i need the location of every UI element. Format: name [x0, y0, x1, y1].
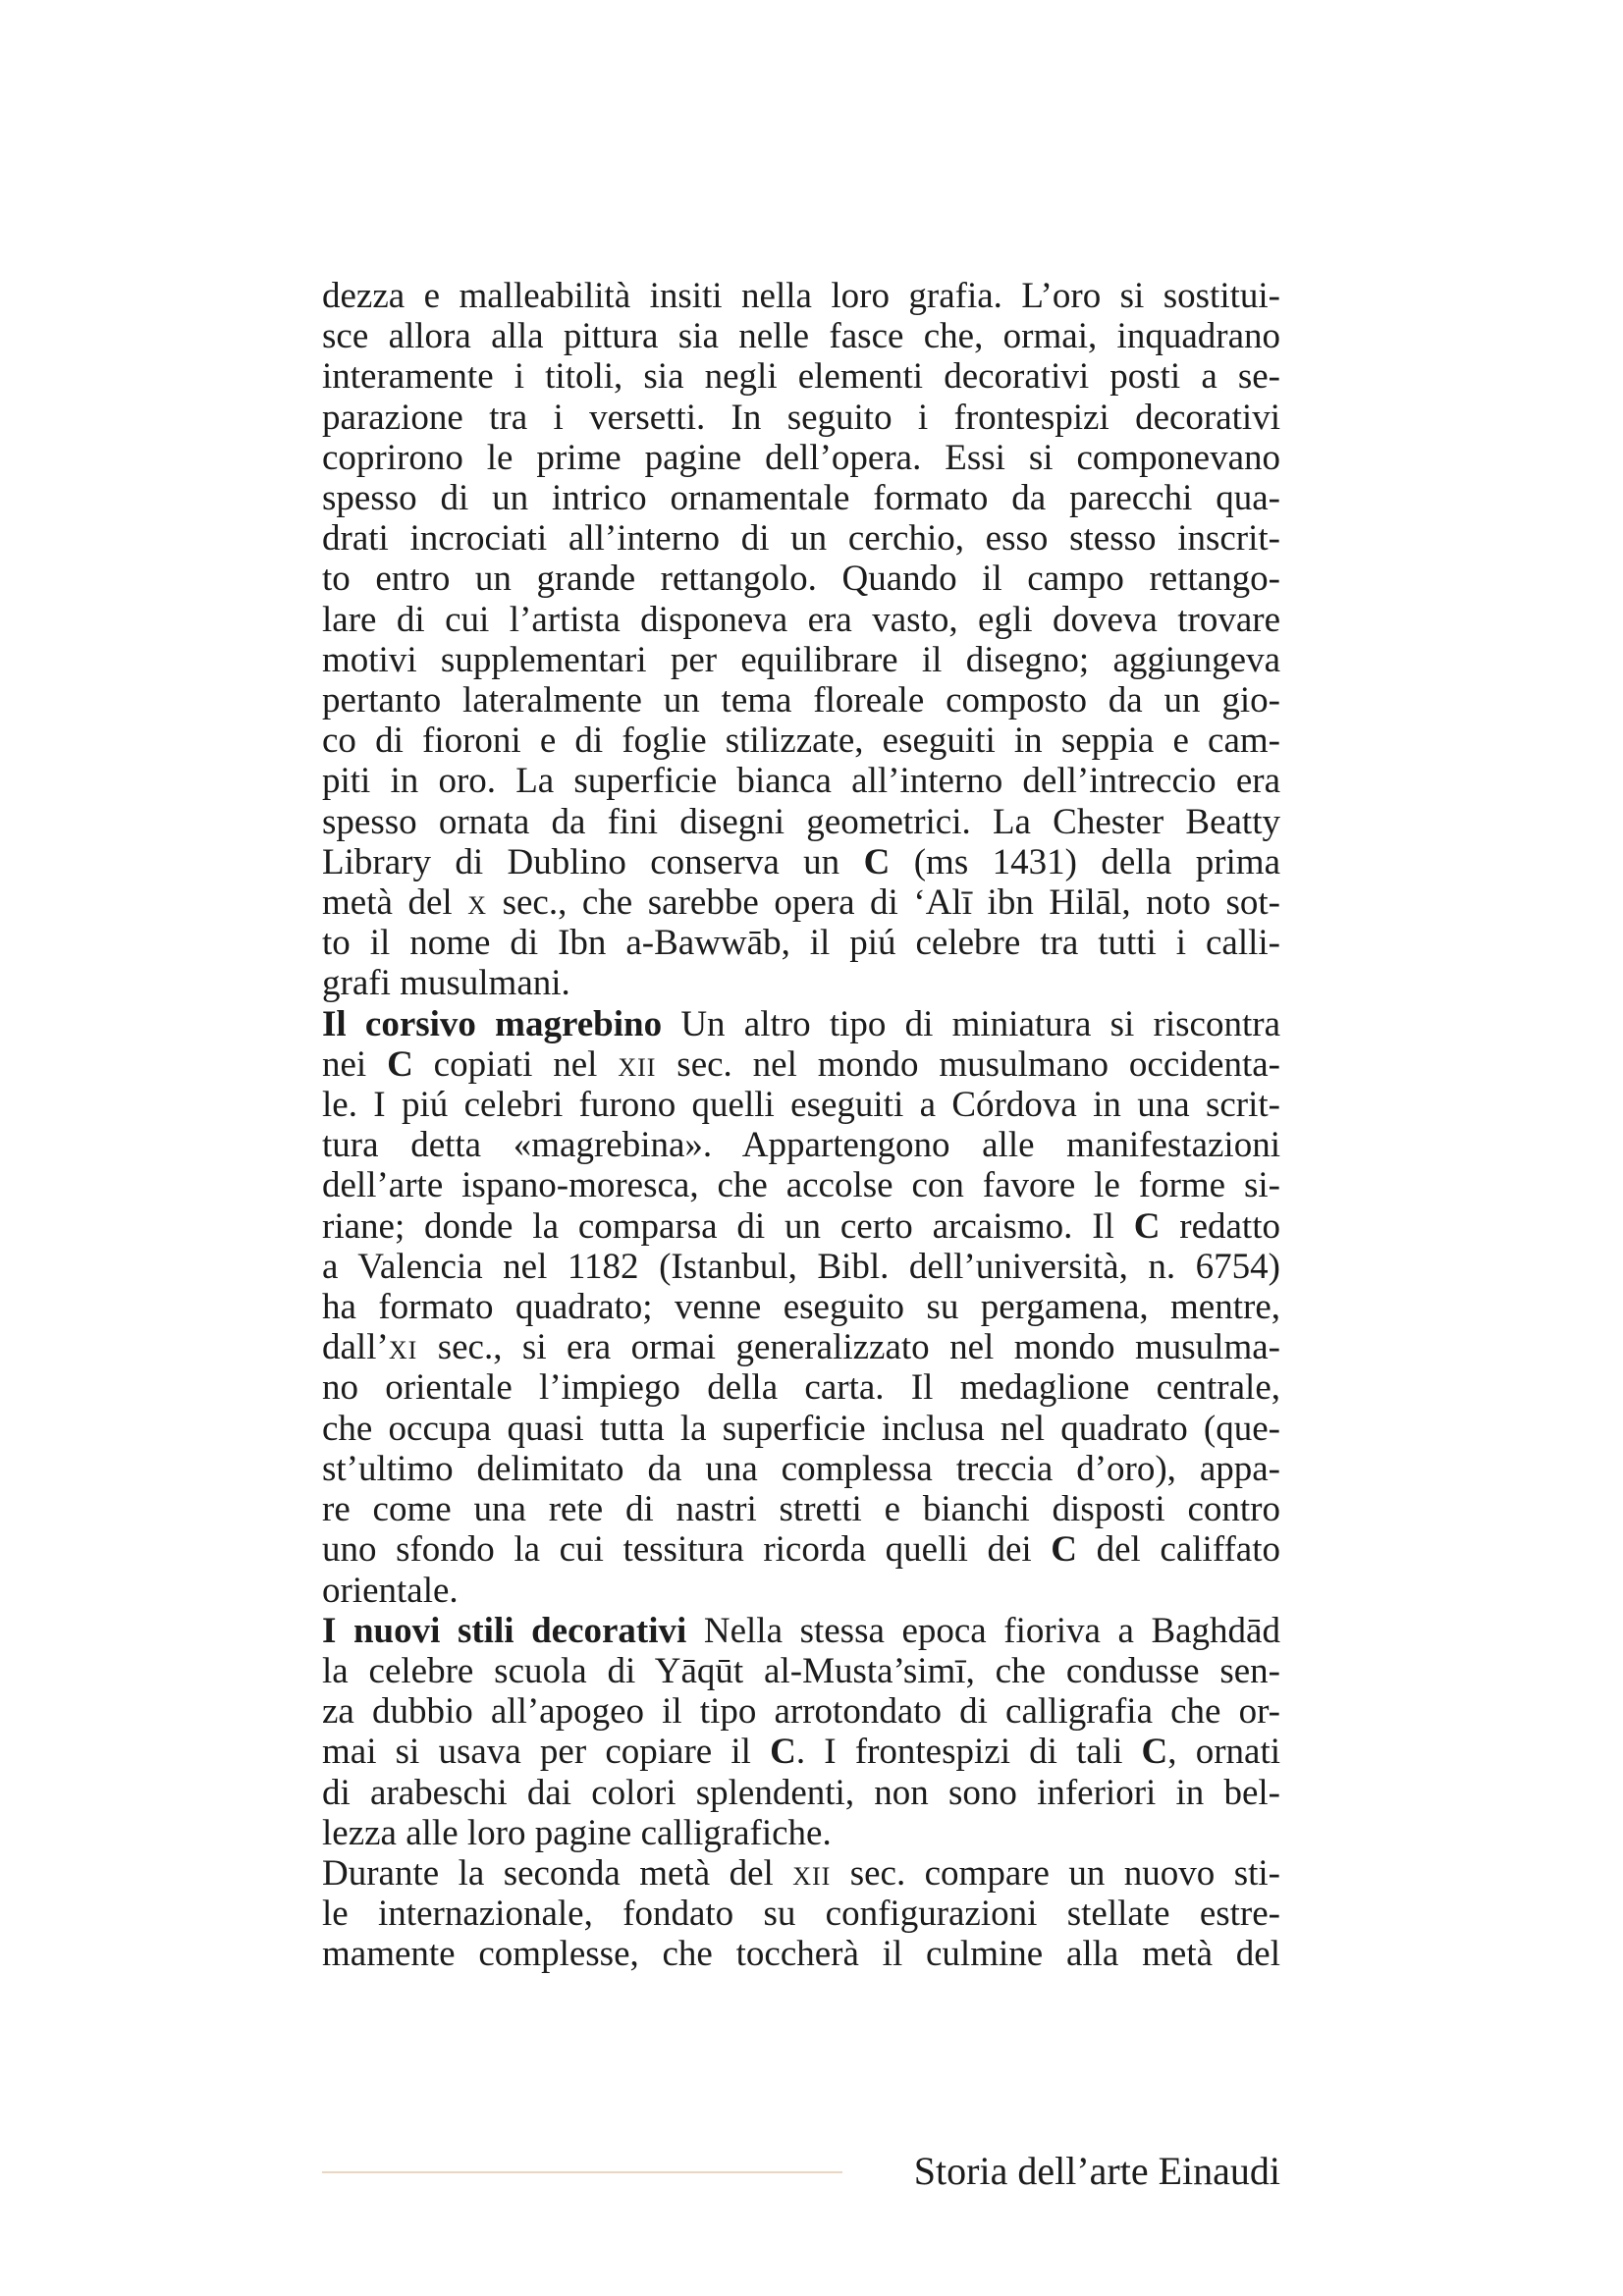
- text-fragment: redatto: [1160, 1205, 1280, 1247]
- text-line: grafi musulmani.: [322, 963, 570, 1004]
- section-heading: I nuovi stili decorativi: [322, 1610, 687, 1651]
- text-line: le internazionale, fondato su configurazioni stellate estre-: [322, 1894, 1280, 1935]
- text-fragment: sec. compare un nuovo sti-: [831, 1852, 1280, 1894]
- text-line: no orientale l’impiego della carta. Il medaglione centrale,: [322, 1367, 1280, 1409]
- text-line: [322, 1004, 1280, 1044]
- text-line: pertanto lateralmente un tema floreale composto da un gio-: [322, 680, 1280, 721]
- text-line: orientale.: [322, 1570, 459, 1611]
- text-line: [322, 842, 1280, 882]
- text-line: to entro un grande rettangolo. Quando il campo rettango-: [322, 559, 1280, 600]
- abbrev-c: C: [863, 841, 891, 882]
- text-fragment: , ornati: [1167, 1732, 1281, 1773]
- text-line: dezza e malleabilità insiti nella loro grafia. L’oro si sostitui-: [322, 276, 1280, 316]
- text-line: za dubbio all’apogeo il tipo arrotondato di calligrafia che or-: [322, 1691, 1280, 1733]
- text-line: interamente i titoli, sia negli elementi decorativi posti a se-: [322, 356, 1280, 398]
- century-numeral: xii: [792, 1852, 832, 1894]
- text-line: [322, 1206, 1280, 1247]
- text-fragment: sec. nel mondo musulmano occidenta-: [656, 1043, 1280, 1085]
- century-numeral: xii: [618, 1043, 657, 1085]
- abbrev-c: C: [1051, 1529, 1078, 1571]
- text-fragment: copiati nel: [412, 1043, 619, 1085]
- text-line: st’ultimo delimitato da una complessa treccia d’oro), appa-: [322, 1448, 1280, 1489]
- text-line: a Valencia nel 1182 (Istanbul, Bibl. dell’università, n. 6754): [322, 1246, 1280, 1287]
- text-line: mamente complesse, che toccherà il culmine alla metà del: [322, 1934, 1280, 1975]
- text-line: [322, 1732, 1280, 1772]
- text-fragment: Library di Dublino conserva un: [322, 841, 864, 882]
- abbrev-c: C: [387, 1043, 413, 1085]
- text-line: spesso di un intrico ornamentale formato da parecchi qua-: [322, 478, 1280, 519]
- text-fragment: Nella stessa epoca fioriva a Baghdād: [686, 1610, 1280, 1651]
- text-line: to il nome di Ibn a-Bawwāb, il piú celebre tra tutti i calli-: [322, 923, 1280, 964]
- abbrev-c: C: [1133, 1205, 1161, 1247]
- text-line: coprirono le prime pagine dell’opera. Essi si componevano: [322, 437, 1280, 478]
- text-fragment: Durante la seconda metà del: [322, 1852, 793, 1894]
- text-fragment: nei: [322, 1043, 388, 1085]
- text-line: dell’arte ispano-moresca, che accolse con favore le forme si-: [322, 1165, 1280, 1206]
- century-numeral: xi: [388, 1327, 418, 1368]
- text-line: [322, 1611, 1280, 1651]
- text-fragment: mai si usava per copiare il: [322, 1732, 771, 1773]
- section-heading: Il corsivo magrebino: [322, 1003, 663, 1044]
- text-line: sce allora alla pittura sia nelle fasce che, ormai, inquadrano: [322, 316, 1280, 357]
- abbrev-c: C: [770, 1732, 796, 1773]
- text-line: tura detta «magrebina». Appartengono alle manifestazioni: [322, 1125, 1280, 1166]
- text-line: parazione tra i versetti. In seguito i frontespizi decorativi: [322, 397, 1280, 438]
- abbrev-c: C: [1141, 1732, 1168, 1773]
- text-line: motivi supplementari per equilibrare il disegno; aggiungeva: [322, 639, 1280, 680]
- text-line: le. I piú celebri furono quelli eseguiti a Córdova in una scrit-: [322, 1085, 1280, 1126]
- text-line: lare di cui l’artista disponeva era vasto, egli doveva trovare: [322, 599, 1280, 640]
- text-line: drati incrociati all’interno di un cerchio, esso stesso inscrit-: [322, 518, 1280, 560]
- footer-title: Storia dell’arte Einaudi: [913, 2149, 1280, 2193]
- text-fragment: . I frontespizi di tali: [795, 1732, 1142, 1773]
- text-fragment: (ms 1431) della prima: [890, 841, 1281, 882]
- text-line: [322, 1044, 1280, 1085]
- text-line: [322, 1529, 1280, 1570]
- text-fragment: riane; donde la comparsa di un certo arcaismo. Il: [322, 1205, 1134, 1247]
- text-line: la celebre scuola di Yāqūt al-Musta’simī, che condusse sen-: [322, 1650, 1280, 1691]
- text-fragment: Un altro tipo di miniatura si riscontra: [662, 1003, 1280, 1044]
- text-line: ha formato quadrato; venne eseguito su pergamena, mentre,: [322, 1287, 1280, 1328]
- text-line: [322, 1853, 1280, 1894]
- text-line: [322, 1327, 1280, 1367]
- text-fragment: sec., si era ormai generalizzato nel mondo musulma-: [417, 1327, 1280, 1368]
- text-line: di arabeschi dai colori splendenti, non sono inferiori in bel-: [322, 1772, 1280, 1813]
- century-numeral: x: [467, 882, 488, 924]
- text-fragment: metà del: [322, 882, 468, 924]
- text-line: spesso ornata da fini disegni geometrici. La Chester Beatty: [322, 801, 1280, 842]
- body-text: [322, 276, 1280, 1975]
- footer-rule: [322, 2171, 842, 2173]
- text-line: co di fioroni e di foglie stilizzate, eseguiti in seppia e cam-: [322, 721, 1280, 762]
- text-line: lezza alle loro pagine calligrafiche.: [322, 1812, 832, 1853]
- text-line: piti in oro. La superficie bianca all’interno dell’intreccio era: [322, 761, 1280, 802]
- text-fragment: del califfato: [1077, 1529, 1280, 1571]
- text-line: che occupa quasi tutta la superficie inclusa nel quadrato (que-: [322, 1408, 1280, 1449]
- text-line: re come una rete di nastri stretti e bianchi disposti contro: [322, 1489, 1280, 1530]
- text-line: [322, 882, 1280, 923]
- text-fragment: dall’: [322, 1327, 389, 1368]
- text-fragment: sec., che sarebbe opera di ‘Alī ibn Hilāl, noto sot-: [487, 882, 1281, 924]
- text-fragment: uno sfondo la cui tessitura ricorda quelli dei: [322, 1529, 1052, 1571]
